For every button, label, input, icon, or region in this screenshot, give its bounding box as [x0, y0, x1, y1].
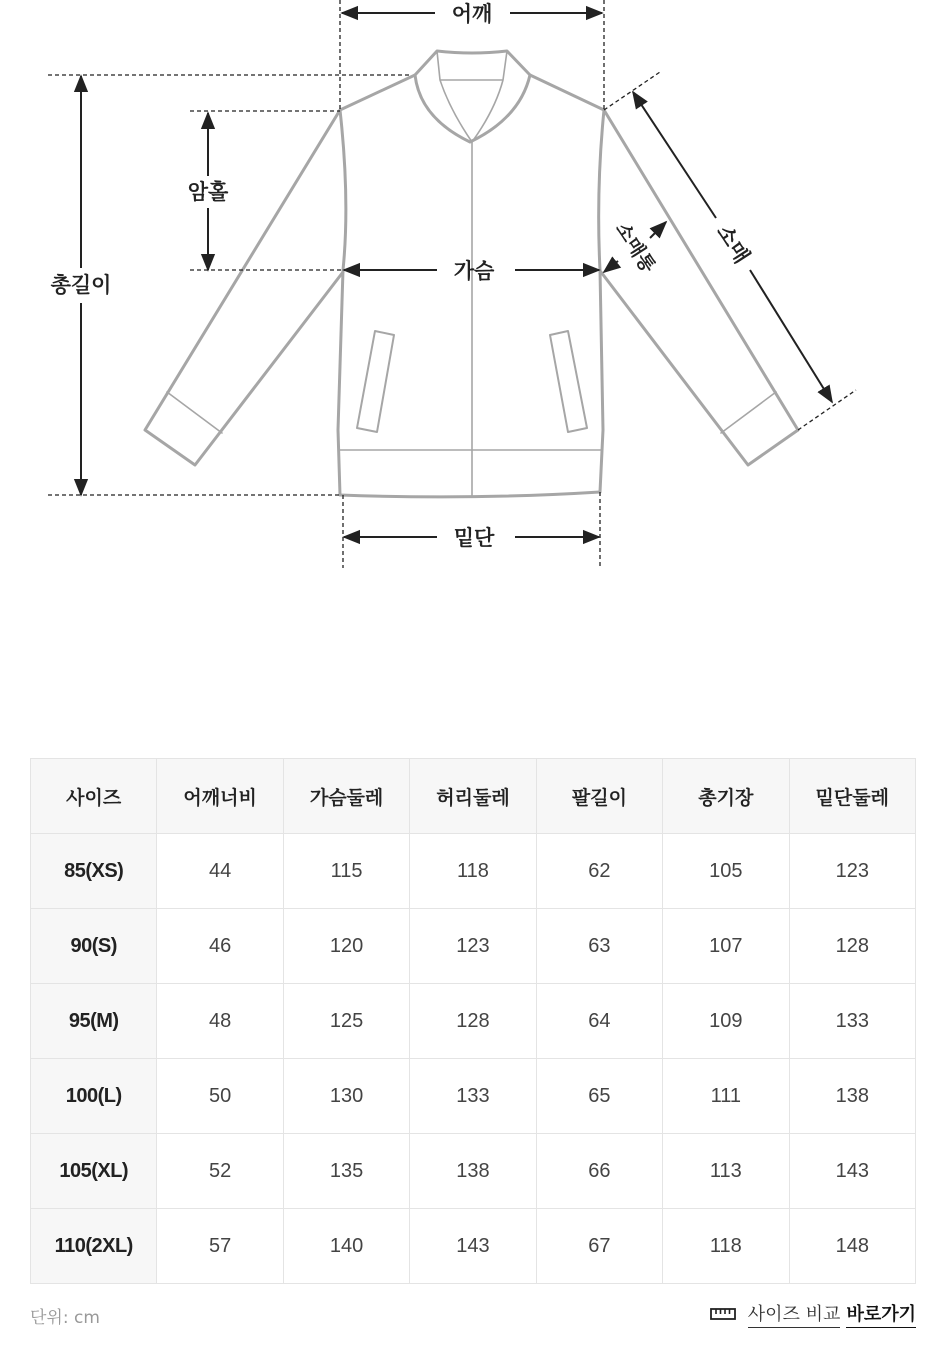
- table-cell: 128: [410, 984, 536, 1059]
- table-cell: 138: [410, 1134, 536, 1209]
- size-compare-action: 바로가기: [846, 1300, 916, 1328]
- table-cell: 140: [283, 1209, 409, 1284]
- jacket-left-cuff: [167, 392, 222, 433]
- size-cell: 85(XS): [31, 834, 157, 909]
- table-cell: 138: [789, 1059, 915, 1134]
- sleeve-dim-bottom: [750, 270, 832, 402]
- table-cell: 57: [157, 1209, 283, 1284]
- table-cell: 130: [283, 1059, 409, 1134]
- table-cell: 113: [663, 1134, 789, 1209]
- table-cell: 111: [663, 1059, 789, 1134]
- table-footer: [30, 1300, 916, 1330]
- table-cell: 65: [536, 1059, 662, 1134]
- size-cell: 90(S): [31, 909, 157, 984]
- table-cell: 48: [157, 984, 283, 1059]
- size-cell: 95(M): [31, 984, 157, 1059]
- table-cell: 66: [536, 1134, 662, 1209]
- label-sleeve: 소매: [711, 220, 755, 268]
- table-cell: 62: [536, 834, 662, 909]
- table-cell: 44: [157, 834, 283, 909]
- table-cell: 67: [536, 1209, 662, 1284]
- table-cell: 120: [283, 909, 409, 984]
- label-shoulder: 어깨: [451, 2, 493, 26]
- table-header-cell: 밑단둘레: [789, 759, 915, 834]
- table-cell: 143: [410, 1209, 536, 1284]
- table-cell: 123: [410, 909, 536, 984]
- table-row: [31, 1059, 916, 1134]
- size-compare-link[interactable]: [710, 1300, 916, 1328]
- size-cell: 100(L): [31, 1059, 157, 1134]
- size-table: [30, 758, 916, 1284]
- label-total-length: 총길이: [50, 273, 112, 297]
- jacket-collar: [415, 75, 530, 142]
- guide-lines: [48, 0, 856, 568]
- sleeve-dim-top: [633, 92, 716, 218]
- table-row: [31, 1209, 916, 1284]
- table-cell: 148: [789, 1209, 915, 1284]
- table-header-cell: 허리둘레: [410, 759, 536, 834]
- size-cell: 105(XL): [31, 1134, 157, 1209]
- table-header-row: [31, 759, 916, 834]
- sleeve-width-dim-top: [650, 222, 666, 238]
- table-cell: 115: [283, 834, 409, 909]
- table-cell: 133: [410, 1059, 536, 1134]
- table-cell: 109: [663, 984, 789, 1059]
- table-header-cell: 팔길이: [536, 759, 662, 834]
- label-armhole: 암홀: [187, 180, 229, 204]
- label-hem: 밑단: [453, 526, 495, 550]
- jacket-left-sleeve: [145, 110, 343, 465]
- table-cell: 133: [789, 984, 915, 1059]
- table-row: [31, 909, 916, 984]
- table-row: [31, 1134, 916, 1209]
- label-sleeve-width: 소매통: [610, 218, 660, 277]
- table-cell: 105: [663, 834, 789, 909]
- table-cell: 125: [283, 984, 409, 1059]
- jacket-right-cuff: [721, 392, 776, 433]
- table-cell: 63: [536, 909, 662, 984]
- size-diagram: [0, 0, 942, 600]
- table-row: [31, 834, 916, 909]
- size-compare-label: 사이즈 비교: [748, 1300, 841, 1328]
- table-cell: 128: [789, 909, 915, 984]
- sleeve-width-dim-bottom: [604, 261, 618, 272]
- jacket-left-pocket: [357, 331, 394, 432]
- jacket-right-sleeve: [601, 110, 798, 465]
- label-chest: 가슴: [453, 259, 495, 283]
- table-cell: 143: [789, 1134, 915, 1209]
- ruler-icon: [710, 1307, 736, 1321]
- table-cell: 118: [663, 1209, 789, 1284]
- table-cell: 52: [157, 1134, 283, 1209]
- size-cell: 110(2XL): [31, 1209, 157, 1284]
- table-cell: 64: [536, 984, 662, 1059]
- unit-note: 단위: cm: [30, 1308, 100, 1328]
- table-header-cell: 총기장: [663, 759, 789, 834]
- table-cell: 46: [157, 909, 283, 984]
- table-header-cell: 어깨너비: [157, 759, 283, 834]
- jacket-right-pocket: [550, 331, 587, 432]
- table-cell: 107: [663, 909, 789, 984]
- jacket-diagram-svg: [0, 0, 942, 600]
- table-header-cell: 가슴둘레: [283, 759, 409, 834]
- table-row: [31, 984, 916, 1059]
- table-cell: 118: [410, 834, 536, 909]
- table-cell: 135: [283, 1134, 409, 1209]
- table-cell: 123: [789, 834, 915, 909]
- table-cell: 50: [157, 1059, 283, 1134]
- table-header-cell: 사이즈: [31, 759, 157, 834]
